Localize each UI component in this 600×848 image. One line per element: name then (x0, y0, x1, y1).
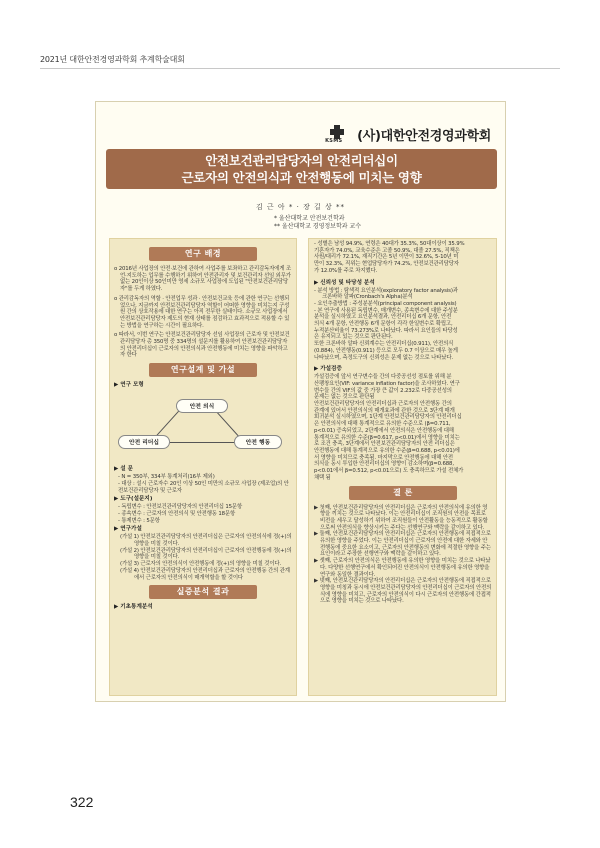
survey-heading: ▶ 설 문 (114, 466, 134, 473)
hypothesis-test-line: 관계에 있어서 안전의식의 매개효과에 관한 것으로 3단계 매개 (314, 407, 455, 414)
model-heading: ▶ 연구 모형 (114, 382, 144, 389)
tool-item: - 통제변수 : 5문항 (118, 517, 160, 524)
poster-title (106, 149, 497, 189)
hypothesis-test-line: 산팽창요인(VIF: variance inflation factor)을 조사하였다. 연구 (314, 380, 460, 387)
validity-line: 크론바하 알파(Cronbach's Alpha)분석 (322, 294, 413, 301)
background-paragraph: o 2016년 사업장의 안전·보건에 관하여 사업주를 보좌하고 관리감독자에게 조언·지도하는 업무를 수행하기 위하여 안전관리자 및 보건관리자 선임 외무가 없는 20인이상 50인미만 영세 소규모 사업장에 도입된 "안전보건관리담당자"를 두게 하였다. (114, 266, 292, 293)
tool-item: - 독립변수 : 안전보건관리담당자의 안전리더십 15문항 (118, 504, 243, 511)
header-divider (40, 68, 560, 69)
hypothesis-list-heading: ▶ 연구가설 (114, 526, 142, 533)
background-paragraph: o 따라서, 이번 연구는 안전보건관리담당자 선임 사업장의 근로자 및 안전보건관리담당자 총 350명 중 334명의 설문지를 활용하여 안전보건관리담당자의 안전리더십이 근로자의 안전의식과 안전행동에 미치는 영향을 파악하고자 한다 (114, 332, 290, 359)
affiliation: * 울산대학교 안전보건학과 (274, 215, 345, 222)
conclusion-item: ▶ 셋째, 근로자의 안전의식은 안전행동에 유의한 영향을 미치는 것으로 나타났다. 다양한 선행연구에서 확인되어진 안전의식이 안전행동에 유의한 영향을 연구와 동일한 결과이다. (314, 558, 491, 578)
brand (325, 124, 491, 144)
arrow-leadership-to-behavior (170, 442, 234, 443)
hypothesis-test-line: 변수들 간의 VIF의 값 중 가장 큰 값이 2.232로 다중공선성의 (314, 387, 452, 394)
conclusion-item: ▶ 첫째, 안전보건관리담당자의 안전리더십은 근로자의 안전의식에 유의한 영향을 끼치는 것으로 나타났다. 이는 안전리더십이 조직원의 안전을 목표로 비전을 세우고 달성하기 위하여 조직원들이 안전활동을 능동적으로 활동할으로써 안전의식을 향상시키는 주다는 선행연구와 맥락을 같이하고 있다. (314, 504, 488, 531)
background-paragraph: o 관리감독자의 역할 · 안전업무 성과 · 안전보건교육 등에 관한 연구는 선행되었으나, 지금까지 안전보건관리담당자 역할이 어떠한 영향을 미치는지 구성원 간의 상호작용에 대한 연구는 아직 전무한 실태이다. 소규모 사업장에서 안전보건관리담당자 제도의 현재 상태를 점검하고 효과적으로 적용할 수 있는 방법을 연구하는 시간이 필요하다. (114, 295, 290, 329)
authors: 김 근 아 * · 장 길 상 ** (255, 203, 346, 211)
validity-heading: ▶ 신뢰성 및 타당성 분석 (314, 279, 375, 286)
hypothesis-test-line: p<0.01) 증속되었고, 2단계에서 안전의식은 안전행동에 대해 (314, 427, 454, 434)
section-title-results: 실증분석 결과 (149, 585, 257, 599)
conclusion-item: ▶ 넷째, 안전보건관리담당자의 안전리더십은 근로자의 안전행동에 직접적으로 영향을 미칭과 동시에 안전보건관리담당자의 안전리더십이 근로자의 안전의식에 영향을 미치고, 근로자의 안전의식이 다시 근로자의 안전행동에 간접적으로 영향을 미치는 것으로 나타났다. (314, 578, 492, 605)
hypothesis-test-line: 문제는 없는 것으로 판단됨 (314, 394, 375, 401)
logo-label: KSMS (325, 138, 343, 144)
title-line-1: 안전보건관리담당자의 안전리더십이 (205, 153, 398, 168)
hypothesis-test-line: 은 안전의식에 대해 통계적으로 유의한 수준으로 (β=0.711, (314, 421, 451, 428)
stats-line: 만이 32.3%, 직위는 현업담당자가 74.2%, 안전보건관리담당자 (314, 261, 459, 268)
hypothesis-test-line: 서 영향을 미치므로 충족됨. 마지막으로 안전행동에 대해 안전 (314, 454, 453, 461)
hypothesis-item: (가설 4) 안전보건관리담당자의 안전리더십과 근로자의 안전행동 간의 관계에서 근로자의 안전의식이 매개역할을 할 것이다 (120, 567, 290, 581)
running-head: 2021년 대한안전경영과학회 추계학술대회 (40, 55, 185, 64)
validity-line: - 분석 방법 : 탐색적 요인분석(exploratory factor analysis)과 (314, 287, 458, 294)
ksms-logo-icon (325, 124, 353, 144)
survey-item: - N = 350부, 334부 통계처리(16부 제외) (118, 474, 215, 481)
hypothesis-test-line: 안전보건관리담당자의 안전리더십과 근로자의 안전행동 간의 (314, 401, 452, 408)
survey-item: - 대상 : 설시 근로자수 20인 이상 50인 미만의 소규모 사업장 (제조업)의 안전보건관리담당자 및 근로자 (118, 480, 289, 494)
hypothesis-test-line: 로 조건 충족, 3단계에서 안전보건관리담당자의 안전 리더십은 (314, 441, 455, 448)
hypothesis-test-line: 회귀분석 실시하였으며, 1단계 안전보건관리담당자의 안전리더십 (314, 414, 462, 421)
section-title-background: 연구 배경 (149, 247, 257, 261)
hypothesis-test-line: 안전행동에 대해 통계적으로 유의한 수준(β=0.688, p<0.01)에 (314, 447, 460, 454)
tool-item: - 종속변수 : 근로자의 안전의식 및 안전행동 18문항 (118, 510, 236, 517)
page-number: 322 (70, 794, 94, 810)
stats-line: 가 12.0%를 주로 차지했다. (314, 267, 378, 274)
right-column (308, 238, 497, 696)
hypothesis-item: (가설 2) 안전보건관리담당자의 안전리더십이 근로자의 안전행동에 정(+)의 영향을 미칠 것이다. (120, 547, 292, 561)
hypothesis-test-line: p<0.01에서 β=0.512, p<0.01으로) 도 충족하므로 가설 전체가 (314, 468, 464, 475)
affiliations (274, 215, 361, 231)
validity-line: 분석을 실시하였고 요인분석결과, 안전리더십 6개 문항, 안전 (314, 314, 452, 321)
validity-line: 의식 4개 문항, 안전행동 6개 문항이 각각 한일변수로 확립고, (314, 321, 453, 328)
tool-heading: ▶ 도구(설문지) (114, 496, 153, 503)
stats-line: 기혼자가 74.0%, 교육수준은 고졸 50.9%, 대졸 27.5%, 직책은 (314, 247, 460, 254)
affiliation: ** 울산대학교 경영정보학과 교수 (274, 223, 362, 230)
hypothesis-test-line: 가설검증에 앞서 연구변수들 간의 다중공선성 점토를 위해 분 (314, 374, 452, 381)
hypothesis-item: (가설 3) 근로자의 안전의식이 안전행동에 정(+)의 영향을 미칠 것이다. (120, 561, 282, 568)
hypothesis-test-heading: ▶ 가설검증 (314, 366, 342, 373)
validity-line: 나타났으며, 측정도구의 신뢰성은 문제 없는 것으로 나타났다. (314, 354, 453, 361)
validity-line: 누적분산비율이 73.273%로 나타났다. 따라서 요인들의 타당성 (314, 327, 458, 334)
hypothesis-test-line: 채택 됨 (314, 474, 331, 481)
hypothesis-test-line: 통계적으로 유의한 수준(β=0.617, p<0.01)에서 영향을 미치는 (314, 434, 460, 441)
results-heading: ▶ 기초통계분석 (114, 604, 153, 611)
hypothesis-item: (가설 1) 안전보건관리담당자의 안전리더십은 근로자의 안전의식에 정(+)의 영향을 미칠 것이다. (120, 534, 292, 548)
section-title-design: 연구설계 및 가설 (149, 363, 257, 377)
stats-line: 사원/대리가 72.1%, 재직기간은 5년 이만이 32.6%, 5-10년 미 (314, 254, 459, 261)
section-title-conclusion: 결 론 (349, 486, 457, 500)
node-safety-awareness: 안전 의식 (176, 399, 228, 413)
validity-line: 은 유지되고 있는 것으로 판단된다. (314, 334, 393, 341)
left-column (109, 238, 297, 696)
poster (95, 101, 506, 702)
validity-line: - 요인추출방법 : 주성분분석(principal component analysis) (314, 300, 457, 307)
research-model-diagram (114, 391, 292, 463)
brand-name: (사)대한안전경영과학회 (357, 128, 491, 144)
stats-line: - 성별은 남성 94.9%, 연령은 40대가 35.3%, 50대이상이 35.9% (314, 241, 465, 247)
conclusion-item: ▶ 둘째, 안전보건관리담당자의 안전리더십은 근로자의 안전행동에 직접적으로 유의한 영향을 주었다. 이는 안전리더십이 근로자의 안전에 대한 자세와 안전행동에 중요한 요소이고, 근로자의 안전행동의 변화에 적절한 영향을 주는 요인이라고 주장한 선행연구와 맥락을 같이하고 있다. (314, 531, 491, 558)
validity-line: - 본 연구에 사용된 독립변수, 매개변수, 종속변수에 대한 주성분 (314, 307, 458, 314)
title-line-2: 근로자의 안전의식과 안전행동에 미치는 영향 (181, 170, 422, 185)
node-safety-behavior: 안전 행동 (234, 435, 282, 449)
validity-line: (0.884), 안전행동(0.911) 등으로 모두 0.7 이상으로 매우 높게 (314, 347, 458, 354)
hypothesis-test-line: 의식을 동시 투입한 안전리더십의 영향이 감소하며(β=0.688, (314, 461, 454, 468)
validity-line: 또한 크론바하 알파 신뢰계수는 안전리더십(0.911), 안전의식 (314, 341, 454, 348)
node-safety-leadership: 안전 리더십 (118, 435, 170, 449)
